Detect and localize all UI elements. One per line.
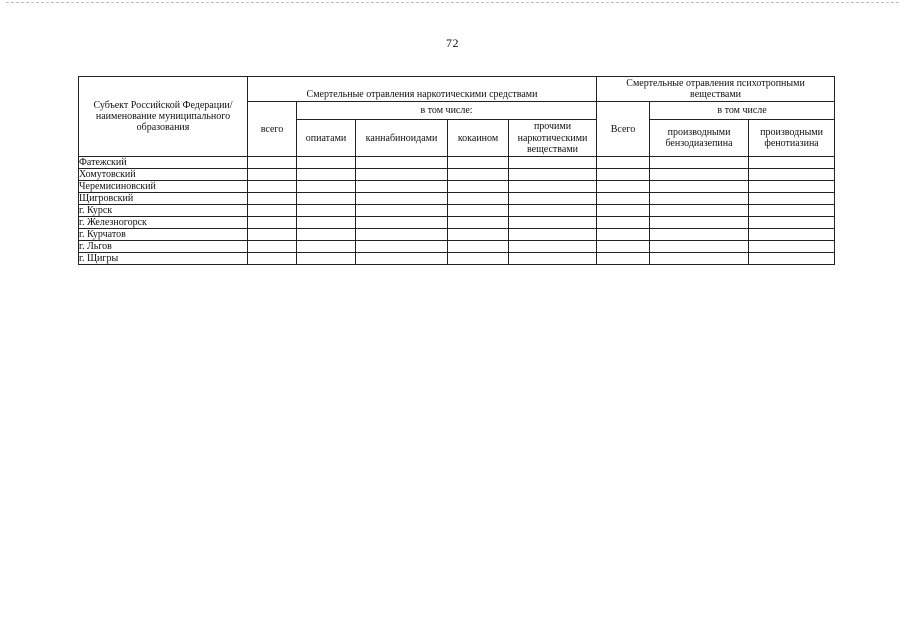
row-label: г. Льгов	[79, 240, 248, 252]
header-cannabinoids: каннабиноидами	[356, 120, 448, 157]
table-row	[79, 156, 835, 168]
table-cell	[297, 252, 356, 264]
table-cell	[297, 228, 356, 240]
header-opiates: опиатами	[297, 120, 356, 157]
table-cell	[597, 216, 650, 228]
table-cell	[448, 216, 509, 228]
table-row	[79, 216, 835, 228]
header-phenothiazine: производными фенотиазина	[749, 120, 835, 157]
table-cell	[448, 168, 509, 180]
table-cell	[650, 156, 749, 168]
table-cell	[597, 240, 650, 252]
table-cell	[597, 204, 650, 216]
table-cell	[248, 204, 297, 216]
scan-top-edge	[6, 2, 899, 3]
table-cell	[650, 228, 749, 240]
table-cell	[650, 240, 749, 252]
table-cell	[509, 204, 597, 216]
row-label: г. Курск	[79, 204, 248, 216]
table-cell	[248, 180, 297, 192]
table-cell	[749, 192, 835, 204]
table-cell	[356, 240, 448, 252]
table-cell	[448, 240, 509, 252]
table-cell	[356, 228, 448, 240]
table-cell	[749, 156, 835, 168]
table-body	[79, 156, 835, 264]
table-cell	[597, 192, 650, 204]
table-cell	[509, 180, 597, 192]
table-row	[79, 204, 835, 216]
table-cell	[597, 228, 650, 240]
poisoning-report-table	[78, 76, 835, 265]
table-cell	[248, 192, 297, 204]
row-label: г. Курчатов	[79, 228, 248, 240]
table-cell	[356, 252, 448, 264]
table-cell	[650, 180, 749, 192]
table-row	[79, 180, 835, 192]
table-cell	[297, 216, 356, 228]
table-cell	[650, 204, 749, 216]
header-psychotropic-total: Всего	[597, 102, 650, 157]
row-label: Щигровский	[79, 192, 248, 204]
table-cell	[597, 252, 650, 264]
table-cell	[356, 192, 448, 204]
header-subject: Субъект Российской Федерации/ наименование муниципального образования	[79, 77, 248, 157]
table-cell	[509, 192, 597, 204]
header-other-narcotics: прочими наркотическими веществами	[509, 120, 597, 157]
row-label: г. Железногорск	[79, 216, 248, 228]
table-cell	[509, 228, 597, 240]
table-cell	[749, 228, 835, 240]
table-cell	[448, 180, 509, 192]
table-cell	[749, 252, 835, 264]
table-row	[79, 192, 835, 204]
header-cocaine: кокаином	[448, 120, 509, 157]
table-cell	[597, 168, 650, 180]
table-cell	[356, 216, 448, 228]
table-row	[79, 252, 835, 264]
table-cell	[650, 252, 749, 264]
row-label: Черемисиновский	[79, 180, 248, 192]
table-cell	[650, 168, 749, 180]
table-cell	[597, 156, 650, 168]
table-cell	[297, 180, 356, 192]
table-cell	[297, 240, 356, 252]
header-narcotic-total: всего	[248, 102, 297, 157]
table-cell	[749, 180, 835, 192]
table-cell	[297, 192, 356, 204]
table-cell	[356, 156, 448, 168]
table-cell	[448, 156, 509, 168]
table-cell	[248, 228, 297, 240]
table-cell	[356, 168, 448, 180]
row-label: Фатежский	[79, 156, 248, 168]
page-number: 72	[446, 36, 459, 50]
table-cell	[509, 252, 597, 264]
table-cell	[597, 180, 650, 192]
table-row	[79, 168, 835, 180]
table-cell	[448, 192, 509, 204]
header-narcotic-including: в том числе:	[297, 102, 597, 120]
header-benzodiazepine: производными бензодиазепина	[650, 120, 749, 157]
table-cell	[749, 168, 835, 180]
table-cell	[297, 168, 356, 180]
row-label: г. Щигры	[79, 252, 248, 264]
header-psychotropic-group: Смертельные отравления психотропными веществами	[597, 77, 835, 102]
table-cell	[297, 204, 356, 216]
table-cell	[248, 216, 297, 228]
table-cell	[650, 216, 749, 228]
table-cell	[749, 240, 835, 252]
table-cell	[509, 168, 597, 180]
table-cell	[248, 156, 297, 168]
table-cell	[749, 216, 835, 228]
table-cell	[650, 192, 749, 204]
table-cell	[749, 204, 835, 216]
table-cell	[297, 156, 356, 168]
header-psychotropic-including: в том числе	[650, 102, 835, 120]
table-cell	[448, 228, 509, 240]
table-cell	[248, 252, 297, 264]
table-cell	[509, 156, 597, 168]
table-row	[79, 228, 835, 240]
table-cell	[509, 240, 597, 252]
row-label: Хомутовский	[79, 168, 248, 180]
table-cell	[509, 216, 597, 228]
table-cell	[356, 180, 448, 192]
table-cell	[356, 204, 448, 216]
table-cell	[248, 240, 297, 252]
table-row	[79, 240, 835, 252]
table-cell	[448, 204, 509, 216]
header-narcotic-group: Смертельные отравления наркотическими средствами	[248, 77, 597, 102]
table-cell	[248, 168, 297, 180]
table-cell	[448, 252, 509, 264]
